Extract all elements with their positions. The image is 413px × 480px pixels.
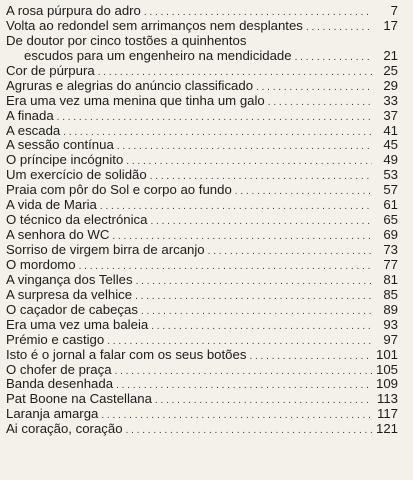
entry-title: Banda desenhada <box>6 376 114 392</box>
entry-title: A surpresa da velhice <box>6 286 133 302</box>
entry-page-number: 41 <box>383 122 398 138</box>
toc-entry <box>6 49 398 64</box>
entry-title: Pat Boone na Castellana <box>6 391 152 407</box>
toc-entry <box>6 138 398 153</box>
toc-entry <box>6 168 398 183</box>
toc-entry <box>6 213 398 228</box>
entry-page-number: 121 <box>376 421 399 437</box>
toc-entry <box>6 79 398 94</box>
entry-page-number: 45 <box>383 137 398 153</box>
dot-leader <box>208 245 372 260</box>
toc-entry <box>6 288 398 303</box>
entry-title: Volta ao redondel sem arrimanços nem desplantes <box>6 17 303 33</box>
entry-page-number: 101 <box>376 346 399 362</box>
entry-title: A finada <box>6 107 54 123</box>
dot-leader <box>126 424 372 439</box>
dot-leader <box>136 275 372 290</box>
entry-page-number: 57 <box>383 182 398 198</box>
dot-leader <box>256 81 372 96</box>
entry-page-number: 89 <box>383 301 398 317</box>
dot-leader <box>115 365 372 380</box>
entry-title: A escada <box>6 122 61 138</box>
entry-page-number: 65 <box>383 212 398 228</box>
entry-page-number: 93 <box>383 316 398 332</box>
toc-entry <box>6 153 398 168</box>
entry-title: Sorriso de virgem birra de arcanjo <box>6 242 205 257</box>
toc-entry <box>6 407 398 422</box>
entry-title: Um exercício de solidão <box>6 167 147 183</box>
dot-leader <box>126 155 372 170</box>
dot-leader <box>235 185 372 200</box>
toc-entry <box>6 64 398 79</box>
entry-title: Ai coração, coração <box>6 421 123 437</box>
toc-entry <box>6 198 398 213</box>
toc-entry <box>6 243 398 258</box>
entry-title: A vida de Maria <box>6 197 97 213</box>
toc-entry <box>6 348 398 363</box>
entry-page-number: 81 <box>383 271 398 287</box>
entry-title: Isto é o jornal a falar com os seus botões <box>6 346 247 362</box>
toc-entry <box>6 228 398 243</box>
toc-entry <box>6 377 398 392</box>
entry-title: Cor de púrpura <box>6 62 95 78</box>
entry-page-number: 29 <box>383 77 398 93</box>
entry-page-number: 73 <box>383 242 398 257</box>
dot-leader <box>57 111 372 126</box>
entry-title: Praia com pôr do Sol e corpo ao fundo <box>6 182 232 198</box>
entry-title: A vingança dos Telles <box>6 271 133 287</box>
dot-leader <box>306 21 372 36</box>
toc-entry <box>6 124 398 139</box>
dot-leader <box>151 320 372 335</box>
toc-entry <box>6 318 398 333</box>
entry-page-number: 21 <box>383 47 398 63</box>
entry-title: De doutor por cinco tostões a quinhentos <box>6 32 247 48</box>
entry-page-number: 113 <box>376 391 398 407</box>
entry-title-continuation: escudos para um engenheiro na mendicidade <box>24 47 292 63</box>
entry-page-number: 109 <box>376 376 399 392</box>
toc-entry <box>6 4 398 19</box>
entry-page-number: 97 <box>383 331 398 347</box>
entry-title: A sessão contínua <box>6 137 114 153</box>
dot-leader <box>155 394 372 409</box>
toc-entry <box>6 183 398 198</box>
toc-entry <box>6 392 398 407</box>
entry-page-number: 105 <box>376 361 399 377</box>
entry-title: A rosa púrpura do adro <box>6 3 141 18</box>
dot-leader <box>150 215 372 230</box>
dot-leader <box>268 96 372 111</box>
entry-title: Agruras e alegrias do anúncio classificado <box>6 77 254 93</box>
toc-entry <box>6 363 398 378</box>
entry-page-number: 53 <box>383 167 398 183</box>
dot-leader <box>135 290 372 305</box>
entry-page-number: 117 <box>376 406 398 422</box>
toc-entry <box>6 422 398 437</box>
entry-title: O chofer de praça <box>6 361 112 377</box>
entry-page-number: 61 <box>383 197 398 213</box>
dot-leader <box>117 140 372 155</box>
dot-leader <box>249 350 372 365</box>
entry-title: A senhora do WC <box>6 227 110 243</box>
entry-page-number: 85 <box>383 286 398 302</box>
toc-entry <box>6 109 398 124</box>
entry-page-number: 17 <box>383 17 398 33</box>
entry-page-number: 33 <box>383 92 398 108</box>
toc-entry-first-line <box>6 34 398 49</box>
toc-entry <box>6 303 398 318</box>
toc-entry <box>6 333 398 348</box>
toc-entry <box>6 94 398 109</box>
entry-title: O príncipe incógnito <box>6 152 124 168</box>
entry-page-number: 7 <box>390 3 398 18</box>
entry-page-number: 25 <box>383 62 398 78</box>
entry-title: Era uma vez uma menina que tinha um galo <box>6 92 265 108</box>
toc-entry <box>6 273 398 288</box>
entry-title: O caçador de cabeças <box>6 301 138 317</box>
entry-title: Era uma vez uma baleia <box>6 316 149 332</box>
entry-page-number: 77 <box>383 256 398 272</box>
dot-leader <box>101 409 372 424</box>
entry-title: Prémio e castigo <box>6 331 105 347</box>
entry-page-number: 69 <box>383 227 398 243</box>
entry-page-number: 37 <box>383 107 398 123</box>
entry-page-number: 49 <box>383 152 398 168</box>
entry-title: O mordomo <box>6 256 76 272</box>
dot-leader <box>295 51 372 66</box>
toc-entry <box>6 19 398 34</box>
entry-title: O técnico da electrónica <box>6 212 148 228</box>
entry-title: Laranja amarga <box>6 406 99 422</box>
table-of-contents <box>6 4 398 437</box>
dot-leader <box>141 305 372 320</box>
toc-entry <box>6 258 398 273</box>
